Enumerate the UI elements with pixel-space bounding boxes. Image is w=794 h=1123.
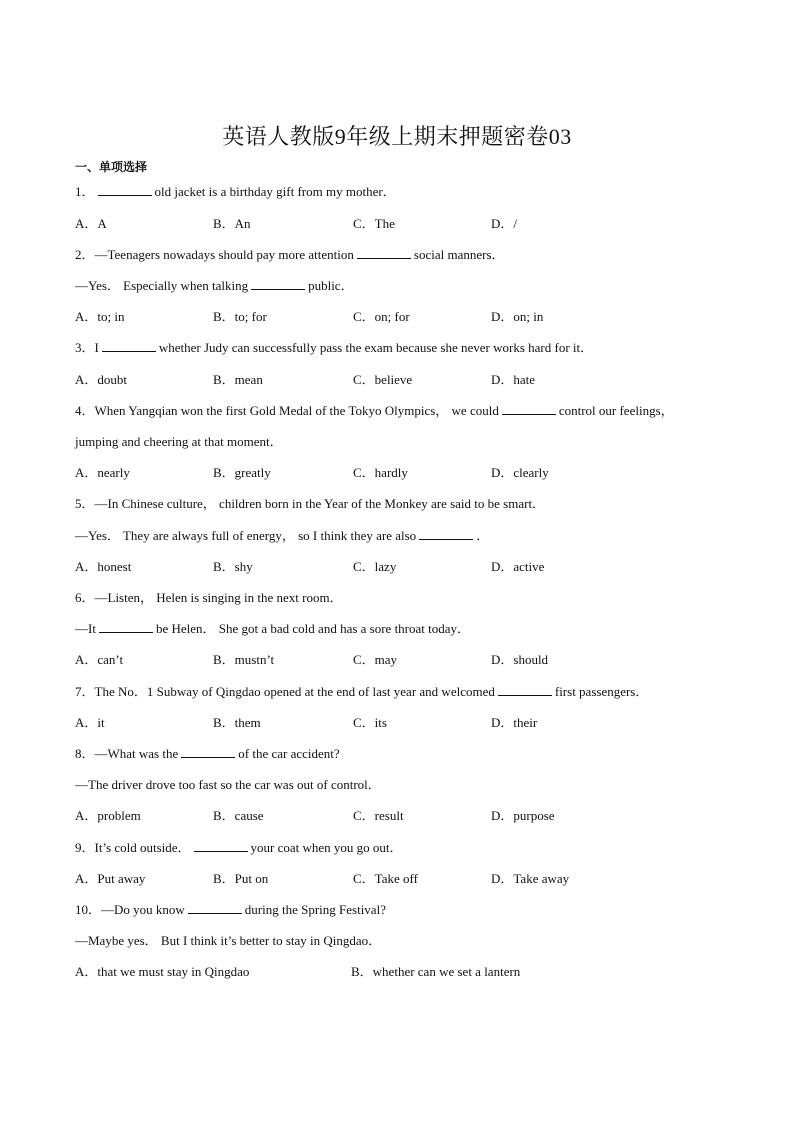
option-a[interactable]: A．doubt — [75, 372, 128, 387]
option-a[interactable]: A．problem — [75, 808, 141, 823]
option-c[interactable]: C．result — [353, 808, 404, 823]
option-b[interactable]: B．shy — [213, 559, 253, 574]
question-2: 2．—Teenagers nowadays should pay more attention social manners． — [75, 247, 505, 262]
option-c[interactable]: C．may — [353, 652, 398, 667]
option-a[interactable]: A．Put away — [75, 871, 146, 886]
page-title: 英语人教版9年级上期末押题密卷03 — [222, 124, 572, 149]
option-b[interactable]: B．them — [213, 715, 261, 730]
answer-blank — [102, 340, 156, 352]
question-10: 10．—Do you know during the Spring Festival? — [75, 902, 386, 917]
option-c[interactable]: C．Take off — [353, 871, 418, 886]
answer-blank — [357, 247, 411, 259]
option-d[interactable]: D．on; in — [491, 309, 544, 324]
answer-blank — [419, 528, 473, 540]
option-b[interactable]: B．mean — [213, 372, 263, 387]
option-a[interactable]: A．it — [75, 715, 105, 730]
question-4-line-2: jumping and cheering at that moment． — [75, 434, 283, 449]
answer-blank — [251, 278, 305, 290]
answer-blank — [181, 746, 235, 758]
question-9: 9．It’s cold outside． your coat when you go out． — [75, 840, 403, 855]
option-c[interactable]: C．hardly — [353, 465, 408, 480]
answer-blank — [98, 184, 152, 196]
option-b[interactable]: B．greatly — [213, 465, 271, 480]
question-5: 5．—In Chinese culture， children born in the Year of the Monkey are said to be smart． — [75, 496, 546, 511]
option-b[interactable]: B．to; for — [213, 309, 267, 324]
answer-blank — [502, 403, 556, 415]
option-a[interactable]: A．honest — [75, 559, 132, 574]
option-b[interactable]: B．cause — [213, 808, 264, 823]
option-d[interactable]: D．should — [491, 652, 549, 667]
option-d[interactable]: D．/ — [491, 216, 518, 231]
question-2-line-2: —Yes． Especially when talking public． — [75, 278, 354, 293]
option-c[interactable]: C．on; for — [353, 309, 410, 324]
question-8-line-2: —The driver drove too fast so the car was out of control． — [75, 777, 381, 792]
section-heading: 一、单项选择 — [75, 160, 148, 174]
question-3: 3．I whether Judy can successfully pass the exam because she never works hard for it． — [75, 340, 594, 355]
option-d[interactable]: D．Take away — [491, 871, 570, 886]
option-d[interactable]: D．purpose — [491, 808, 555, 823]
option-c[interactable]: C．The — [353, 216, 395, 231]
question-5-line-2: —Yes． They are always full of energy， so I think they are also ． — [75, 528, 490, 543]
option-a[interactable]: A．that we must stay in Qingdao — [75, 964, 250, 979]
option-b[interactable]: B．whether can we set a lantern — [351, 964, 521, 979]
option-c[interactable]: C．its — [353, 715, 387, 730]
option-b[interactable]: B．mustn’t — [213, 652, 275, 667]
answer-blank — [194, 840, 248, 852]
question-4: 4．When Yangqian won the first Gold Medal of the Tokyo Olympics， we could control our feelings， — [75, 403, 674, 418]
answer-blank — [188, 902, 242, 914]
option-d[interactable]: D．hate — [491, 372, 536, 387]
question-1: 1． old jacket is a birthday gift from my mother． — [75, 184, 396, 199]
option-c[interactable]: C．believe — [353, 372, 413, 387]
option-a[interactable]: A．can’t — [75, 652, 124, 667]
answer-blank — [498, 684, 552, 696]
option-b[interactable]: B．Put on — [213, 871, 269, 886]
answer-blank — [99, 621, 153, 633]
option-c[interactable]: C．lazy — [353, 559, 397, 574]
option-d[interactable]: D．clearly — [491, 465, 549, 480]
question-7: 7．The No．1 Subway of Qingdao opened at the end of last year and welcomed first passengers． — [75, 684, 649, 699]
question-8: 8．—What was the of the car accident? — [75, 746, 340, 761]
option-a[interactable]: A．A — [75, 216, 107, 231]
option-b[interactable]: B．An — [213, 216, 251, 231]
question-6-line-2: —It be Helen． She got a bad cold and has a sore throat today． — [75, 621, 471, 636]
option-d[interactable]: D．active — [491, 559, 545, 574]
option-a[interactable]: A．nearly — [75, 465, 130, 480]
option-a[interactable]: A．to; in — [75, 309, 125, 324]
option-d[interactable]: D．their — [491, 715, 538, 730]
question-6: 6．—Listen， Helen is singing in the next room． — [75, 590, 343, 605]
question-10-line-2: —Maybe yes． But I think it’s better to stay in Qingdao． — [75, 933, 382, 948]
